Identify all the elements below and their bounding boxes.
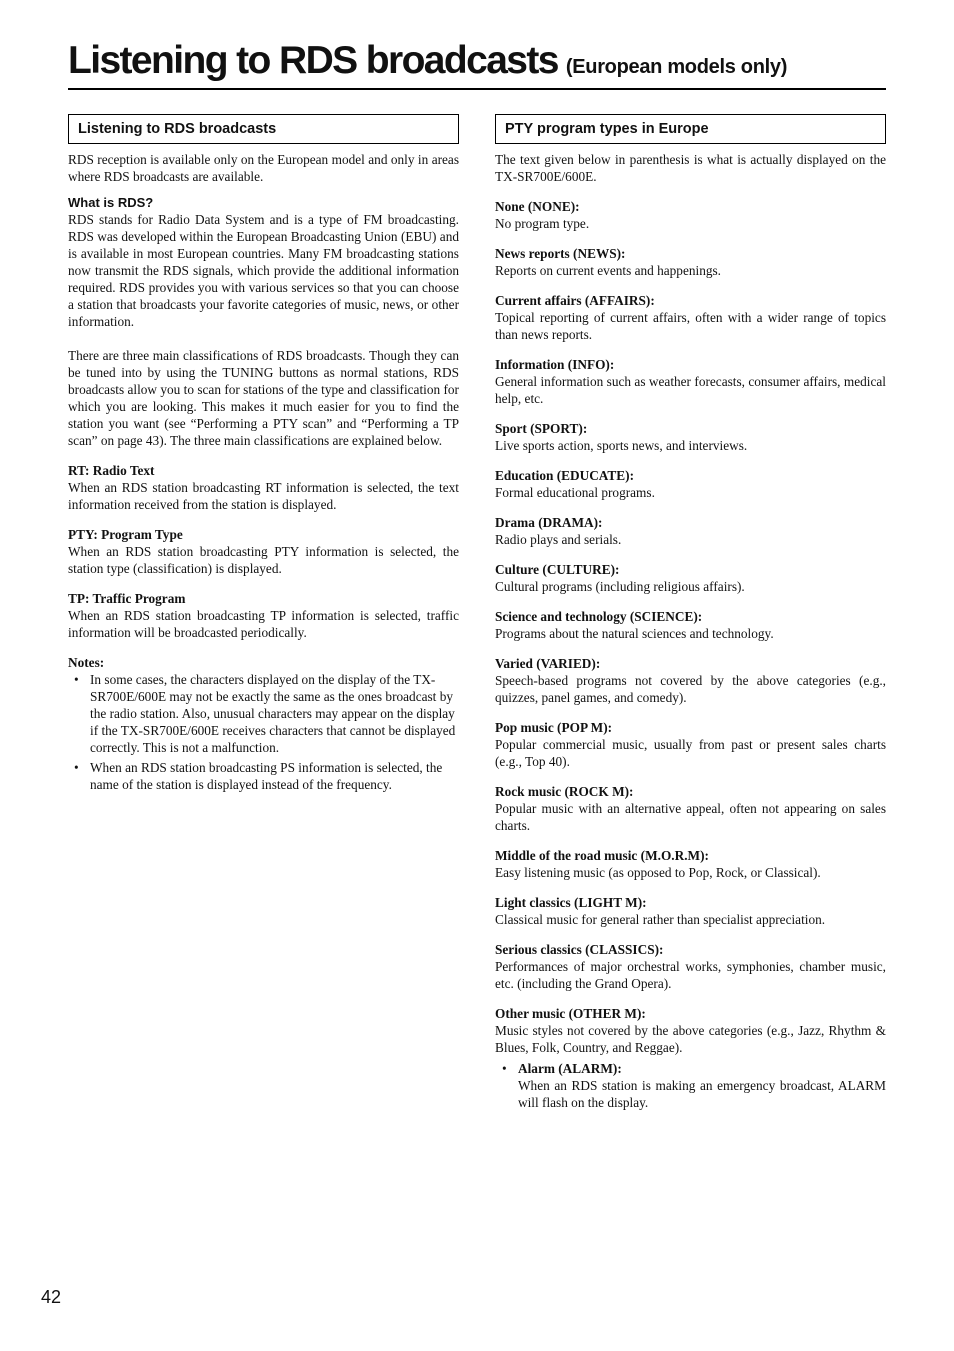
- pty-type-term: Varied (VARIED):: [495, 656, 601, 671]
- pty-type-term: Current affairs (AFFAIRS):: [495, 293, 655, 308]
- note-text: In some cases, the characters displayed on the display of the TX-SR700E/600E may not be exactly the same as the ones broadcast by the radio station. Also, unusual characters may appear on the display if the TX-SR700E/600E receives characters that cannot be displayed correctly. This is not a malfunction.: [90, 672, 456, 755]
- pty-type-desc: Reports on current events and happenings.: [495, 263, 721, 278]
- rds-intro: RDS reception is available only on the European model and only in areas where RDS broadcasts are available.: [68, 152, 459, 184]
- pty-type-term: News reports (NEWS):: [495, 246, 626, 261]
- tp-text: When an RDS station broadcasting TP information is selected, traffic information will be broadcasted periodically.: [68, 608, 459, 640]
- alarm-item: [495, 1060, 886, 1111]
- pty-type-desc: Popular music with an alternative appeal, often not appearing on sales charts.: [495, 801, 886, 833]
- pty-type-desc: Popular commercial music, usually from past or present sales charts (e.g., Top 40).: [495, 737, 886, 769]
- what-is-rds-text: RDS stands for Radio Data System and is a type of FM broadcasting. RDS was developed within the European Broadcasting Union (EBU) and is available in most European countries. Many FM broadcasting stations now transmit the RDS signals, which provide the additional information required. RDS provides you with various services so that you can choose a station that broadcasts your favorite categories of music, news, or other information.: [68, 212, 459, 329]
- pty-type-desc: Programs about the natural sciences and technology.: [495, 626, 774, 641]
- pty-type-desc: General information such as weather forecasts, consumer affairs, medical help, etc.: [495, 374, 886, 406]
- bullet-icon: •: [74, 672, 79, 687]
- notes-heading: Notes:: [68, 655, 105, 670]
- alarm-desc: When an RDS station is making an emergency broadcast, ALARM will flash on the display.: [518, 1078, 886, 1110]
- pty-type-desc: No program type.: [495, 216, 590, 231]
- section-box-pty: PTY program types in Europe: [495, 114, 886, 144]
- left-column: [68, 114, 459, 796]
- page-title-subtitle: (European models only): [565, 56, 788, 78]
- page-number: 42: [41, 1287, 62, 1307]
- pty-type-desc: Speech-based programs not covered by the above categories (e.g., quizzes, panel games, and comedy).: [495, 673, 886, 705]
- pty-type-desc: Live sports action, sports news, and interviews.: [495, 438, 748, 453]
- pty-type-term: Serious classics (CLASSICS):: [495, 942, 664, 957]
- rt-text: When an RDS station broadcasting RT information is selected, the text information received from the station is displayed.: [68, 480, 459, 512]
- pty-type-desc: Topical reporting of current affairs, often with a wider range of topics than news reports.: [495, 310, 886, 342]
- list-item: [68, 759, 459, 793]
- list-item: [68, 671, 459, 756]
- pty-type-term: Rock music (ROCK M):: [495, 784, 634, 799]
- classifications-text: There are three main classifications of RDS broadcasts. Though they can be tuned into by using the TUNING buttons as normal stations, RDS broadcasts allow you to scan for stations of the type and classification for which you are looking. This makes it much easier for you to find the station you want (see “Performing a PTY scan” and “Performing a TP scan” on page 43). The three main classifications are explained below.: [68, 348, 459, 448]
- pty-type-term: Pop music (POP M):: [495, 720, 613, 735]
- notes-list: [68, 671, 459, 793]
- pty-type-term: Light classics (LIGHT M):: [495, 895, 647, 910]
- pty-heading: PTY: Program Type: [68, 527, 183, 542]
- pty-type-desc: Performances of major orchestral works, symphonies, chamber music, etc. (including the Grand Opera).: [495, 959, 886, 991]
- pty-type-term: Science and technology (SCIENCE):: [495, 609, 703, 624]
- rt-heading: RT: Radio Text: [68, 463, 155, 478]
- page-title: [68, 38, 886, 90]
- pty-type-term: Other music (OTHER M):: [495, 1006, 646, 1021]
- tp-heading: TP: Traffic Program: [68, 591, 186, 606]
- alarm-term: Alarm (ALARM):: [518, 1061, 622, 1076]
- pty-text: When an RDS station broadcasting PTY information is selected, the station type (classification) is displayed.: [68, 544, 459, 576]
- note-text: When an RDS station broadcasting PS information is selected, the name of the station is displayed instead of the frequency.: [90, 760, 443, 792]
- bullet-icon: •: [74, 760, 79, 775]
- pty-type-term: Sport (SPORT):: [495, 421, 588, 436]
- what-is-rds-heading: What is RDS?: [68, 195, 154, 210]
- page-title-main: Listening to RDS broadcasts: [68, 39, 558, 82]
- pty-type-desc: Classical music for general rather than specialist appreciation.: [495, 912, 826, 927]
- pty-type-term: None (NONE):: [495, 199, 580, 214]
- section-box-rds: Listening to RDS broadcasts: [68, 114, 459, 144]
- pty-type-term: Information (INFO):: [495, 357, 615, 372]
- pty-type-desc: Cultural programs (including religious affairs).: [495, 579, 745, 594]
- pty-type-desc: Formal educational programs.: [495, 485, 655, 500]
- pty-intro: The text given below in parenthesis is what is actually displayed on the TX-SR700E/600E.: [495, 152, 886, 184]
- pty-type-desc: Easy listening music (as opposed to Pop, Rock, or Classical).: [495, 865, 821, 880]
- pty-type-term: Middle of the road music (M.O.R.M):: [495, 848, 709, 863]
- pty-type-term: Drama (DRAMA):: [495, 515, 603, 530]
- bullet-icon: •: [502, 1061, 507, 1076]
- pty-type-desc: Music styles not covered by the above categories (e.g., Jazz, Rhythm & Blues, Folk, Country, and Reggae).: [495, 1023, 886, 1055]
- right-column: [495, 114, 886, 1111]
- pty-type-term: Education (EDUCATE):: [495, 468, 635, 483]
- pty-type-desc: Radio plays and serials.: [495, 532, 622, 547]
- pty-type-term: Culture (CULTURE):: [495, 562, 620, 577]
